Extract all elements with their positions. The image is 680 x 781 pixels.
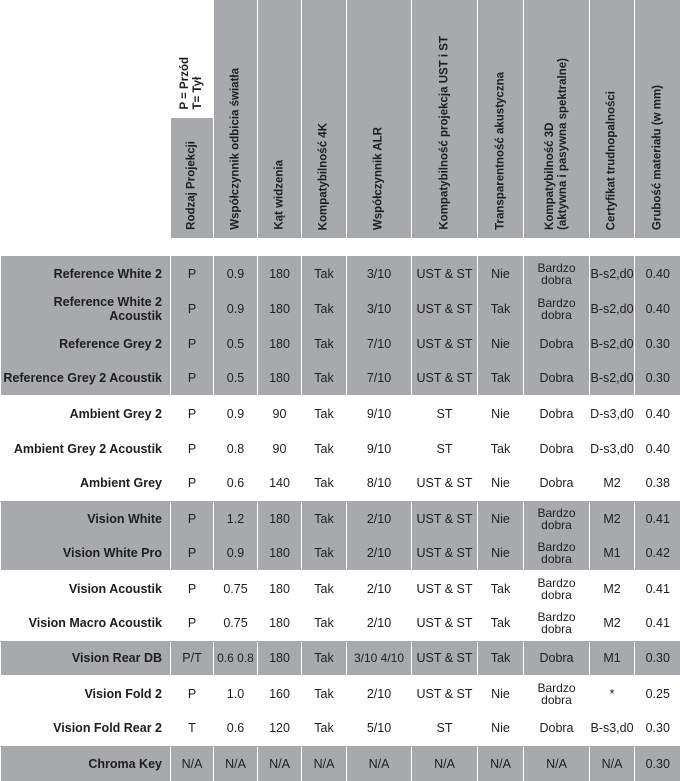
header-ust-st [412,0,478,238]
header-viewing-angle [258,0,302,238]
cell-4k: Tak [302,326,347,361]
cell-viewing-angle: 140 [258,466,302,501]
cell-acoustic: Nie [478,536,524,571]
cell-viewing-angle: 180 [258,291,302,326]
cell-fire-cert: M1 [590,536,635,571]
cell-4k: Tak [302,641,347,676]
cell-alr: 2/10 [347,676,412,711]
cell-acoustic: Tak [478,431,524,466]
cell-3d: N/A [524,746,590,781]
cell-3d: Dobra [524,431,590,466]
cell-thickness: 0.30 [635,746,680,781]
header-corner [1,0,171,238]
table-row [1,361,680,396]
cell-viewing-angle: 180 [258,641,302,676]
table-row [1,571,680,606]
cell-alr: 9/10 [347,396,412,431]
cell-acoustic: Nie [478,326,524,361]
cell-acoustic: Tak [478,641,524,676]
cell-alr: 5/10 [347,711,412,746]
cell-fire-cert: B-s2,d0 [590,326,635,361]
cell-alr: 8/10 [347,466,412,501]
header-acoustic [478,0,524,238]
product-name: Vision Fold Rear 2 [1,711,171,746]
cell-3d: Dobra [524,326,590,361]
cell-4k: Tak [302,396,347,431]
cell-viewing-angle: N/A [258,746,302,781]
header-label: Współczynnik odbicia światła [229,68,242,230]
cell-acoustic: Nie [478,676,524,711]
cell-thickness: 0.30 [635,361,680,396]
product-name: Vision Fold 2 [1,676,171,711]
cell-ust-st: UST & ST [412,256,478,291]
header-reflectance [214,0,258,238]
cell-thickness: 0.41 [635,606,680,641]
cell-acoustic: Nie [478,466,524,501]
table-row [1,396,680,431]
cell-viewing-angle: 90 [258,396,302,431]
cell-alr: 9/10 [347,431,412,466]
header-label: Kompatybilność projekcja UST i ST [438,36,451,230]
cell-4k: Tak [302,291,347,326]
cell-4k: Tak [302,711,347,746]
cell-reflectance: 0.8 [214,431,258,466]
table-row [1,676,680,711]
cell-3d: Bardzo dobra [524,256,590,291]
cell-projection: P [171,326,214,361]
cell-fire-cert: M2 [590,571,635,606]
product-name: Chroma Key [1,746,171,781]
cell-acoustic: Tak [478,291,524,326]
product-name: Reference White 2 Acoustik [1,291,171,326]
cell-fire-cert: N/A [590,746,635,781]
cell-reflectance: 0.6 0.8 [214,641,258,676]
cell-viewing-angle: 180 [258,606,302,641]
cell-reflectance: 0.5 [214,326,258,361]
cell-thickness: 0.41 [635,571,680,606]
cell-ust-st: UST & ST [412,571,478,606]
cell-4k: Tak [302,536,347,571]
table-row [1,711,680,746]
header-label: Kąt widzenia [273,160,286,230]
cell-reflectance: 0.6 [214,466,258,501]
cell-3d: Bardzo dobra [524,501,590,536]
cell-projection: P [171,571,214,606]
cell-projection: N/A [171,746,214,781]
cell-acoustic: Tak [478,571,524,606]
cell-4k: Tak [302,431,347,466]
cell-ust-st: UST & ST [412,501,478,536]
cell-acoustic: Nie [478,256,524,291]
cell-reflectance: N/A [214,746,258,781]
product-name: Ambient Grey 2 Acoustik [1,431,171,466]
cell-viewing-angle: 160 [258,676,302,711]
cell-4k: Tak [302,361,347,396]
cell-fire-cert: M1 [590,641,635,676]
cell-reflectance: 0.9 [214,256,258,291]
header-label: Grubość materiału (w mm) [651,85,664,230]
cell-alr: 7/10 [347,326,412,361]
cell-acoustic: Nie [478,396,524,431]
cell-projection: P [171,291,214,326]
cell-viewing-angle: 180 [258,501,302,536]
table-row [1,256,680,291]
table-row [1,746,680,781]
cell-reflectance: 0.6 [214,711,258,746]
header-3d [524,0,590,238]
cell-acoustic: Nie [478,501,524,536]
header-4k [302,0,347,238]
cell-3d: Dobra [524,361,590,396]
cell-reflectance: 0.75 [214,606,258,641]
table-body [1,238,680,781]
cell-3d: Bardzo dobra [524,291,590,326]
product-name: Reference Grey 2 [1,326,171,361]
cell-alr: 3/10 4/10 [347,641,412,676]
cell-alr: 2/10 [347,571,412,606]
table-row [1,536,680,571]
cell-3d: Bardzo dobra [524,571,590,606]
cell-3d: Bardzo dobra [524,606,590,641]
cell-ust-st: ST [412,431,478,466]
header-label: Współczynnik ALR [372,127,385,230]
cell-ust-st: N/A [412,746,478,781]
product-name: Vision White [1,501,171,536]
cell-fire-cert: M2 [590,501,635,536]
cell-reflectance: 1.0 [214,676,258,711]
cell-thickness: 0.38 [635,466,680,501]
table-row [1,291,680,326]
cell-reflectance: 0.9 [214,396,258,431]
cell-fire-cert: B-s2,d0 [590,361,635,396]
cell-thickness: 0.40 [635,291,680,326]
cell-thickness: 0.30 [635,326,680,361]
product-name: Vision Acoustik [1,571,171,606]
cell-3d: Dobra [524,466,590,501]
cell-fire-cert: M2 [590,606,635,641]
cell-ust-st: UST & ST [412,606,478,641]
cell-thickness: 0.40 [635,396,680,431]
product-name: Reference White 2 [1,256,171,291]
cell-projection: P/T [171,641,214,676]
cell-thickness: 0.40 [635,431,680,466]
cell-reflectance: 0.9 [214,291,258,326]
cell-projection: P [171,606,214,641]
cell-ust-st: UST & ST [412,466,478,501]
cell-projection: P [171,501,214,536]
product-name: Ambient Grey 2 [1,396,171,431]
cell-fire-cert: B-s2,d0 [590,256,635,291]
table-row [1,466,680,501]
cell-thickness: 0.30 [635,711,680,746]
cell-4k: Tak [302,466,347,501]
table-row [1,641,680,676]
cell-ust-st: ST [412,396,478,431]
cell-acoustic: Nie [478,711,524,746]
cell-4k: Tak [302,571,347,606]
header-label: Kompatybilność 3D (aktywna i pasywna spektralne) [543,58,569,230]
cell-projection: P [171,466,214,501]
cell-4k: Tak [302,501,347,536]
cell-fire-cert: D-s3,d0 [590,396,635,431]
cell-ust-st: UST & ST [412,291,478,326]
header-label: Kompatybilność 4K [317,123,330,230]
table-row [1,606,680,641]
table-row [1,326,680,361]
cell-fire-cert: M2 [590,466,635,501]
cell-reflectance: 1.2 [214,501,258,536]
cell-viewing-angle: 180 [258,571,302,606]
cell-ust-st: UST & ST [412,361,478,396]
cell-ust-st: UST & ST [412,641,478,676]
cell-thickness: 0.25 [635,676,680,711]
cell-thickness: 0.30 [635,641,680,676]
header-projection-type [171,0,214,238]
cell-alr: 2/10 [347,606,412,641]
cell-alr: 3/10 [347,291,412,326]
header-label: Certyfikat trudnopalności [605,91,618,230]
cell-ust-st: UST & ST [412,326,478,361]
cell-projection: P [171,676,214,711]
cell-thickness: 0.41 [635,501,680,536]
product-name: Ambient Grey [1,466,171,501]
cell-thickness: 0.42 [635,536,680,571]
cell-projection: T [171,711,214,746]
cell-projection: P [171,431,214,466]
cell-fire-cert: B-s3,d0 [590,711,635,746]
cell-ust-st: UST & ST [412,676,478,711]
cell-alr: 2/10 [347,536,412,571]
cell-fire-cert: B-s2,d0 [590,291,635,326]
cell-projection: P [171,361,214,396]
cell-ust-st: UST & ST [412,536,478,571]
cell-3d: Dobra [524,641,590,676]
cell-fire-cert: * [590,676,635,711]
cell-projection: P [171,256,214,291]
cell-4k: Tak [302,256,347,291]
table-row [1,431,680,466]
header-fire-cert [590,0,635,238]
cell-viewing-angle: 180 [258,256,302,291]
cell-alr: 2/10 [347,501,412,536]
header-alr [347,0,412,238]
cell-viewing-angle: 120 [258,711,302,746]
cell-4k: N/A [302,746,347,781]
cell-thickness: 0.40 [635,256,680,291]
cell-viewing-angle: 180 [258,361,302,396]
cell-viewing-angle: 180 [258,536,302,571]
header-label: Rodzaj Projekcji [185,141,198,230]
product-name: Vision Macro Acoustik [1,606,171,641]
cell-projection: P [171,536,214,571]
cell-3d: Bardzo dobra [524,536,590,571]
table-row [1,501,680,536]
cell-reflectance: 0.75 [214,571,258,606]
cell-acoustic: Tak [478,606,524,641]
header-label: Transparentność akustyczna [494,72,507,230]
projection-legend: P = Przód T= Tył [179,57,205,110]
cell-viewing-angle: 90 [258,431,302,466]
cell-reflectance: 0.5 [214,361,258,396]
cell-alr: 7/10 [347,361,412,396]
cell-projection: P [171,396,214,431]
cell-ust-st: ST [412,711,478,746]
cell-alr: 3/10 [347,256,412,291]
projection-legend-box [171,0,213,118]
product-name: Vision Rear DB [1,641,171,676]
cell-4k: Tak [302,676,347,711]
cell-4k: Tak [302,606,347,641]
cell-acoustic: N/A [478,746,524,781]
header-thickness [635,0,680,238]
cell-viewing-angle: 180 [258,326,302,361]
cell-3d: Dobra [524,396,590,431]
product-name: Reference Grey 2 Acoustik [1,361,171,396]
cell-fire-cert: D-s3,d0 [590,431,635,466]
cell-reflectance: 0.9 [214,536,258,571]
cell-3d: Bardzo dobra [524,676,590,711]
product-name: Vision White Pro [1,536,171,571]
cell-alr: N/A [347,746,412,781]
cell-3d: Dobra [524,711,590,746]
cell-acoustic: Tak [478,361,524,396]
